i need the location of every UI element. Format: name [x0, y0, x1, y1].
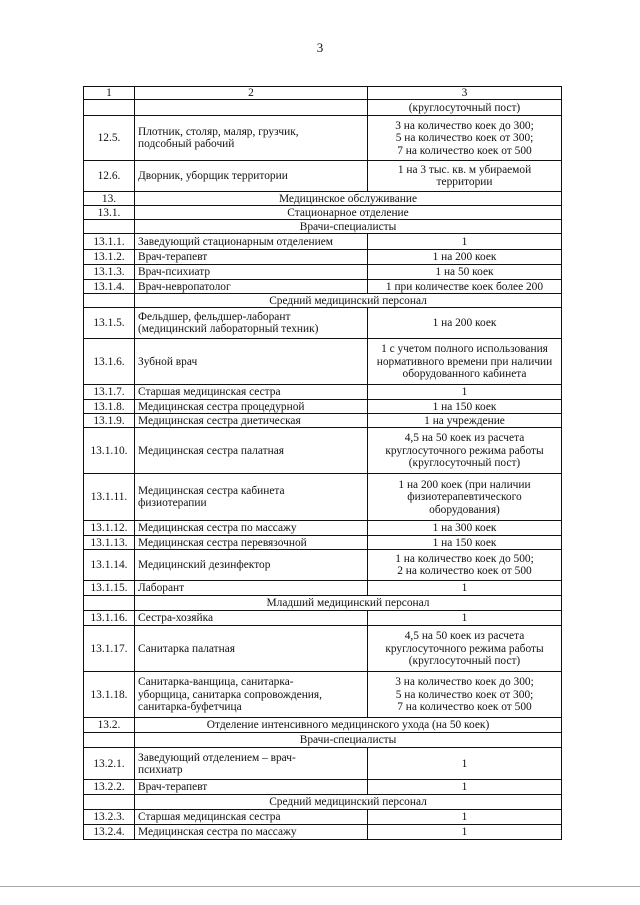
row-position: Медицинская сестра процедурной: [135, 400, 368, 414]
row-number: [84, 100, 135, 116]
table-row: [84, 265, 562, 280]
row-position: Заведующий отделением – врач- психиатр: [135, 748, 368, 780]
header-col-1: 1: [84, 87, 135, 100]
row-norm: 4,5 на 50 коек из расчета круглосуточного режима работы (круглосуточный пост): [368, 626, 562, 672]
subsection-title: Врачи-специалисты: [135, 220, 562, 234]
row-position: Врач-невропатолог: [135, 280, 368, 294]
table-row: [84, 161, 562, 192]
row-number: 13.1.8.: [84, 400, 135, 414]
section-title: Стационарное отделение: [135, 206, 562, 220]
row-number: 13.1.12.: [84, 521, 135, 536]
row-number: 13.1.1.: [84, 234, 135, 250]
row-number: 13.1.5.: [84, 308, 135, 339]
row-position: Сестра-хозяйка: [135, 611, 368, 626]
row-number: 13.1.7.: [84, 385, 135, 400]
row-position: Медицинская сестра по массажу: [135, 521, 368, 536]
row-number: 13.1.4.: [84, 280, 135, 294]
row-norm: 1 на 200 коек: [368, 308, 562, 339]
table-row: [84, 414, 562, 428]
subsection-blank-cell: [84, 220, 135, 234]
subsection-row: [84, 733, 562, 748]
row-number: 13.1.17.: [84, 626, 135, 672]
row-number: 13.1.16.: [84, 611, 135, 626]
subsection-row: [84, 220, 562, 234]
table-row: [84, 521, 562, 536]
row-number: 13.1.9.: [84, 414, 135, 428]
table-row: [84, 536, 562, 550]
table-row: [84, 748, 562, 780]
row-position: Врач-терапевт: [135, 250, 368, 265]
row-number: 13.2.4.: [84, 825, 135, 840]
row-norm: 1 при количестве коек более 200: [368, 280, 562, 294]
section-title: Медицинское обслуживание: [135, 192, 562, 206]
header-col-3: 3: [368, 87, 562, 100]
row-number: 13.1.15.: [84, 581, 135, 596]
table-row: [84, 474, 562, 521]
row-position: Медицинский дезинфектор: [135, 550, 368, 581]
row-position: Врач-терапевт: [135, 780, 368, 795]
table-row: [84, 672, 562, 718]
row-position: Лаборант: [135, 581, 368, 596]
row-position: Санитарка палатная: [135, 626, 368, 672]
row-norm: 1: [368, 810, 562, 825]
row-number: 13.2.3.: [84, 810, 135, 825]
row-norm: 3 на количество коек до 300; 5 на количество коек от 300; 7 на количество коек от 500: [368, 672, 562, 718]
row-number: 13.1.18.: [84, 672, 135, 718]
row-number: 13.1.2.: [84, 250, 135, 265]
row-norm: 1 на 50 коек: [368, 265, 562, 280]
row-number: 13.1.13.: [84, 536, 135, 550]
row-norm: 1 на количество коек до 500; 2 на количество коек от 500: [368, 550, 562, 581]
page-bottom-rule: [0, 886, 640, 887]
subsection-title: Врачи-специалисты: [135, 733, 562, 748]
subsection-blank-cell: [84, 294, 135, 308]
subsection-row: [84, 294, 562, 308]
table-row: [84, 280, 562, 294]
section-row: [84, 206, 562, 220]
row-norm: 1 на 3 тыс. кв. м убираемой территории: [368, 161, 562, 192]
row-norm: 1: [368, 234, 562, 250]
row-norm: 1 на 150 коек: [368, 536, 562, 550]
table-row: [84, 385, 562, 400]
row-norm: (круглосуточный пост): [368, 100, 562, 116]
table-row: [84, 250, 562, 265]
subsection-row: [84, 795, 562, 810]
row-position: [135, 100, 368, 116]
subsection-title: Средний медицинский персонал: [135, 294, 562, 308]
row-number: 13.1.14.: [84, 550, 135, 581]
row-position: Медицинская сестра кабинета физиотерапии: [135, 474, 368, 521]
table-row: [84, 611, 562, 626]
row-number: 13.1.10.: [84, 428, 135, 474]
table-row: [84, 825, 562, 840]
table-row: [84, 234, 562, 250]
row-position: Медицинская сестра перевязочной: [135, 536, 368, 550]
table-row: [84, 400, 562, 414]
staffing-table: [83, 86, 562, 840]
row-position: Плотник, столяр, маляр, грузчик, подсобный рабочий: [135, 116, 368, 161]
row-number: 13.1.3.: [84, 265, 135, 280]
section-number: 13.: [84, 192, 135, 206]
row-position: Медицинская сестра диетическая: [135, 414, 368, 428]
row-number: 13.2.1.: [84, 748, 135, 780]
row-norm: 1 на 150 коек: [368, 400, 562, 414]
row-norm: 3 на количество коек до 300; 5 на количество коек от 300; 7 на количество коек от 500: [368, 116, 562, 161]
section-row: [84, 718, 562, 733]
subsection-blank-cell: [84, 733, 135, 748]
staffing-table-body: [84, 87, 562, 840]
table-row: [84, 428, 562, 474]
row-norm: 1 на 200 коек: [368, 250, 562, 265]
row-number: 13.1.6.: [84, 339, 135, 385]
row-norm: 1 с учетом полного использования нормативного времени при наличии оборудованного кабинета: [368, 339, 562, 385]
row-norm: 1: [368, 611, 562, 626]
table-row: [84, 550, 562, 581]
table-row: [84, 116, 562, 161]
subsection-title: Младший медицинский персонал: [135, 596, 562, 611]
row-number: 12.5.: [84, 116, 135, 161]
row-number: 12.6.: [84, 161, 135, 192]
table-row: [84, 339, 562, 385]
row-position: Заведующий стационарным отделением: [135, 234, 368, 250]
row-position: Санитарка-ванщица, санитарка- уборщица, санитарка сопровождения, санитарка-буфетчица: [135, 672, 368, 718]
row-number: 13.2.2.: [84, 780, 135, 795]
subsection-row: [84, 596, 562, 611]
row-position: Старшая медицинская сестра: [135, 810, 368, 825]
section-title: Отделение интенсивного медицинского ухода (на 50 коек): [135, 718, 562, 733]
section-row: [84, 192, 562, 206]
subsection-title: Средний медицинский персонал: [135, 795, 562, 810]
row-norm: 1 на 200 коек (при наличии физиотерапевтического оборудования): [368, 474, 562, 521]
table-header-row: [84, 87, 562, 100]
row-position: Врач-психиатр: [135, 265, 368, 280]
table-row: [84, 581, 562, 596]
row-position: Фельдшер, фельдшер-лаборант (медицинский лабораторный техник): [135, 308, 368, 339]
table-row: [84, 100, 562, 116]
subsection-blank-cell: [84, 596, 135, 611]
row-norm: 1: [368, 581, 562, 596]
row-number: 13.1.11.: [84, 474, 135, 521]
row-position: Медицинская сестра палатная: [135, 428, 368, 474]
table-row: [84, 626, 562, 672]
page-number: 3: [316, 40, 324, 55]
row-position: Медицинская сестра по массажу: [135, 825, 368, 840]
table-row: [84, 308, 562, 339]
row-norm: 1: [368, 748, 562, 780]
row-norm: 1: [368, 385, 562, 400]
section-number: 13.1.: [84, 206, 135, 220]
header-col-2: 2: [135, 87, 368, 100]
row-norm: 1 на учреждение: [368, 414, 562, 428]
subsection-blank-cell: [84, 795, 135, 810]
row-position: Старшая медицинская сестра: [135, 385, 368, 400]
table-row: [84, 810, 562, 825]
row-norm: 4,5 на 50 коек из расчета круглосуточного режима работы (круглосуточный пост): [368, 428, 562, 474]
row-position: Зубной врач: [135, 339, 368, 385]
table-row: [84, 780, 562, 795]
row-norm: 1 на 300 коек: [368, 521, 562, 536]
row-norm: 1: [368, 780, 562, 795]
row-position: Дворник, уборщик территории: [135, 161, 368, 192]
section-number: 13.2.: [84, 718, 135, 733]
row-norm: 1: [368, 825, 562, 840]
